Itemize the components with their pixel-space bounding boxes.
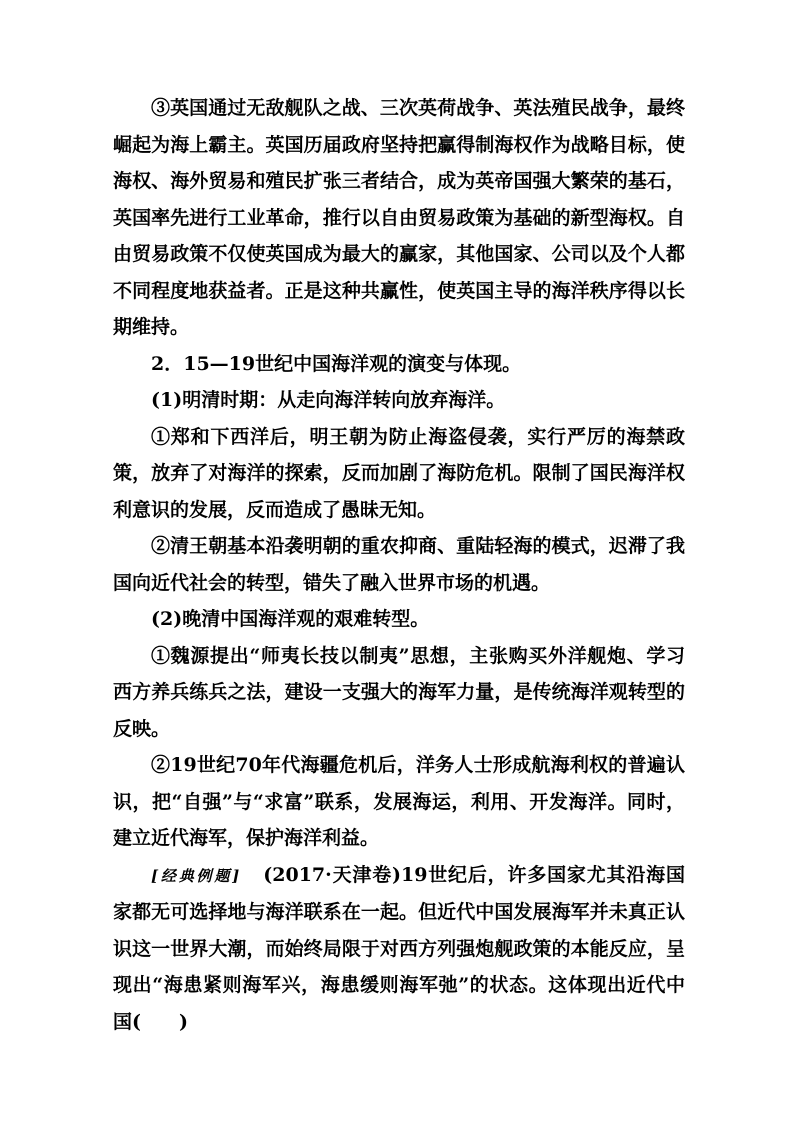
example-tag: [经典例题]	[151, 866, 242, 885]
example-close-paren: )	[179, 1010, 188, 1033]
paragraph-zheng-he: ①郑和下西洋后，明王朝为防止海盗侵袭，实行严厉的海禁政策，放弃了对海洋的探索，反而加剧了海防危机。限制了国民海洋权利意识的发展，反而造成了愚昧无知。	[113, 425, 685, 521]
subheading-ming-qing: (1)明清时期：从走向海洋转向放弃海洋。	[151, 389, 506, 411]
heading-china-ocean-view: 2．15—19世纪中国海洋观的演变与体现。	[151, 352, 522, 375]
paragraph-westernization: ②19世纪70年代海疆危机后，洋务人士形成航海利权的普遍认识，把“自强”与“求富”联系，发展海运，利用、开发海洋。同时，建立近代海军，保护海洋利益。	[113, 754, 685, 849]
document-page	[113, 90, 685, 1040]
example-question	[113, 857, 685, 1041]
paragraph-britain-sea-power: ③英国通过无敌舰队之战、三次英荷战争、英法殖民战争，最终崛起为海上霸主。英国历届政府坚持把赢得制海权作为战略目标，使海权、海外贸易和殖民扩张三者结合，成为英帝国强大繁荣的基石，英国率先进行工业革命，推行以自由贸易政策为基础的新型海权。自由贸易政策不仅使英国成为最大的赢家，其他国家、公司以及个人都不同程度地获益者。正是这种共赢性，使英国主导的海洋秩序得以长期维持。	[113, 97, 685, 338]
example-body: (2017·天津卷)19世纪后，许多国家尤其沿海国家都无可选择地与海洋联系在一起。但近代中国发展海军并未真正认识这一世界大潮，而始终局限于对西方列强炮舰政策的本能反应，呈现出“海患紧则海军兴，海患缓则海军弛”的状态。这体现出近代中国(	[113, 863, 685, 1033]
paragraph-qing-dynasty: ②清王朝基本沿袭明朝的重农抑商、重陆轻海的模式，迟滞了我国向近代社会的转型，错失了融入世界市场的机遇。	[113, 535, 685, 594]
paragraph-wei-yuan: ①魏源提出“师夷长技以制夷”思想，主张购买外洋舰炮、学习西方养兵练兵之法，建设一支强大的海军力量，是传统海洋观转型的反映。	[113, 644, 685, 740]
subheading-late-qing: (2)晚清中国海洋观的艰难转型。	[151, 608, 430, 630]
